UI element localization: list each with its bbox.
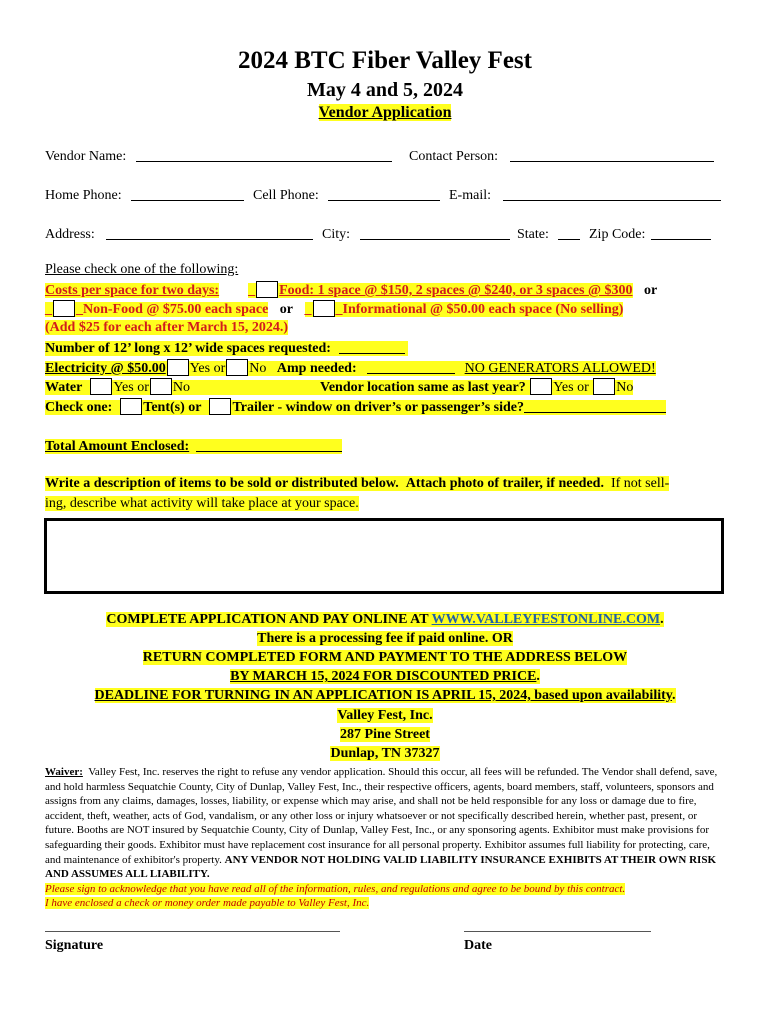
vendor-name-label: Vendor Name:	[45, 149, 127, 164]
instructions-text-1: COMPLETE APPLICATION AND PAY ONLINE AT	[106, 612, 429, 627]
address-label: Address:	[45, 227, 95, 242]
address-field[interactable]	[106, 225, 313, 240]
nonfood-row: _ _Non-Food @ $75.00 each space or _ _Informational @ $50.00 each space (No selling)	[45, 302, 624, 317]
org-line	[0, 708, 770, 724]
electricity-row	[45, 359, 656, 377]
home-phone-field[interactable]	[131, 186, 244, 201]
cell-phone-row	[253, 186, 440, 204]
trailer-option: Trailer - window on driver’s or passenger’s side?	[232, 400, 524, 415]
cell-phone-label: Cell Phone:	[253, 188, 319, 203]
costs-row: Costs per space for two days: _ Food: 1 space @ $150, 2 spaces @ $240, or 3 spaces @ $300 or	[45, 283, 658, 298]
description-line-2	[45, 496, 359, 512]
state-row	[517, 225, 580, 243]
description-line-1	[45, 476, 669, 492]
cell-phone-field[interactable]	[328, 186, 440, 201]
address-row	[45, 225, 313, 243]
costs-label: Costs per space for two days:	[45, 283, 220, 298]
org-city: Dunlap, TN 37327	[330, 746, 440, 761]
options-intro-text: Please check one of the following:	[45, 262, 239, 277]
contact-person-label: Contact Person:	[409, 149, 499, 164]
description-normal-1: If not sell-	[610, 476, 670, 491]
tent-checkbox[interactable]	[120, 398, 142, 415]
water-yes-or: Yes or	[113, 380, 149, 395]
instructions-line-4	[0, 669, 770, 685]
city-line	[0, 746, 770, 762]
subtitle-wrap	[0, 104, 770, 122]
check-one-label: Check one:	[45, 400, 113, 415]
description-bold: Write a description of items to be sold or distributed below.	[45, 476, 399, 491]
vendor-name-row	[45, 147, 392, 165]
description-textarea[interactable]	[44, 518, 724, 594]
acknowledgement-1: Please sign to acknowledge that you have read all of the information, rules, and regulations and agree to be bound by this contract.	[45, 882, 626, 895]
amp-field[interactable]	[367, 359, 455, 374]
description-normal-2: ing, describe what activity will take place at your space.	[45, 496, 359, 511]
location-no: No	[616, 380, 634, 395]
food-checkbox[interactable]	[256, 281, 278, 298]
late-fee-text: (Add $25 for each after March 15, 2024.)	[45, 320, 289, 335]
total-label: Total Amount Enclosed:	[45, 439, 190, 454]
state-label: State:	[517, 227, 549, 242]
email-field[interactable]	[503, 186, 721, 201]
electricity-yes-checkbox[interactable]	[167, 359, 189, 376]
location-same-label: Vendor location same as last year?	[320, 380, 526, 395]
water-label: Water	[45, 380, 83, 395]
informational-option: Informational @ $50.00 each space (No selling)	[342, 302, 624, 317]
page-title: 2024 BTC Fiber Valley Fest	[238, 47, 532, 74]
deadline-dot: .	[672, 688, 676, 703]
total-row	[45, 437, 342, 455]
date-line[interactable]	[464, 931, 651, 932]
instructions-text-1b: .	[660, 612, 664, 627]
instructions-line-3	[0, 650, 770, 666]
nonfood-option: Non-Food @ $75.00 each space	[83, 302, 269, 317]
location-no-checkbox[interactable]	[593, 378, 615, 395]
street-line	[0, 727, 770, 743]
signature-label: Signature	[45, 938, 104, 953]
waiver-text: Valley Fest, Inc. reserves the right to refuse any vendor application. Should this occur, all fees will be refunded. The Vendor shall defend, save, and hold harmless Sequatchie County, City of Dunlap, Valley Fest, Inc., their respective officers, agents, board members, staff, volunteers, sponsors and assigns from any claims, damages, losses, liability, or expense which may arise, and shall not be held responsible for any loss or damage due to fire, accident, theft, weather, acts of God, vandalism, or any other loss or injury whatsoever or not specifically described herein, whether past, present, or future. Booths are NOT insured by Sequatchie County, City of Dunlap, Valley Fest, Inc., or any sponsoring agents. Exhibitor must make provisions for safeguarding their goods. Exhibitor must have replacement cost insurance for all personal property. Exhibitor assumes full liability for protecting, care, and maintenance of exhibitor's property.	[45, 766, 718, 866]
trailer-side-field[interactable]	[524, 398, 666, 413]
city-row	[322, 225, 510, 243]
state-field[interactable]	[558, 225, 580, 240]
org-name: Valley Fest, Inc.	[337, 708, 433, 723]
home-phone-row	[45, 186, 244, 204]
signature-line[interactable]	[45, 931, 340, 932]
trailer-checkbox[interactable]	[209, 398, 231, 415]
deadline-text: DEADLINE FOR TURNING IN AN APPLICATION IS APRIL 15, 2024, based upon availability	[94, 688, 672, 703]
water-yes-checkbox[interactable]	[90, 378, 112, 395]
check-one-row	[45, 398, 666, 416]
spaces-row	[45, 339, 408, 357]
late-fee-row	[45, 320, 288, 336]
total-field[interactable]	[196, 437, 342, 452]
electricity-yes-or: Yes or	[189, 361, 226, 376]
form-subtitle: Vendor Application	[318, 104, 452, 121]
org-street: 287 Pine Street	[340, 727, 430, 742]
location-yes-or: Yes or	[553, 380, 589, 395]
acknowledgement-2: I have enclosed a check or money order made payable to Valley Fest, Inc.	[45, 897, 370, 910]
tent-option: Tent(s) or	[143, 400, 202, 415]
spaces-label: Number of 12’ long x 12’ wide spaces requested:	[45, 341, 331, 356]
contact-person-field[interactable]	[510, 147, 714, 162]
instructions-text-3: RETURN COMPLETED FORM AND PAYMENT TO THE ADDRESS BELOW	[142, 650, 628, 665]
or-1: or	[644, 283, 658, 298]
waiver-block	[45, 765, 723, 911]
options-intro	[45, 262, 238, 278]
email-label: E-mail:	[449, 188, 491, 203]
instructions-text-2: There is a processing fee if paid online. OR	[257, 631, 513, 646]
no-generators: NO GENERATORS ALLOWED!	[464, 361, 656, 376]
instructions-text-4-dot: .	[536, 669, 540, 684]
contact-person-row	[409, 147, 714, 165]
spaces-field[interactable]	[339, 339, 405, 354]
instructions-line-2	[0, 631, 770, 647]
water-no: No	[172, 380, 190, 395]
city-field[interactable]	[360, 225, 510, 240]
date-label: Date	[464, 938, 492, 953]
electricity-no: No	[249, 361, 267, 376]
home-phone-label: Home Phone:	[45, 188, 122, 203]
waiver-bold-text: ANY VENDOR NOT HOLDING VALID LIABILITY INSURANCE EXHIBITS AT THEIR OWN RISK AND ASSUMES ALL LIABILITY.	[45, 853, 717, 881]
food-option: Food: 1 space @ $150, 2 spaces @ $240, or 3 spaces @ $300	[279, 283, 633, 298]
nonfood-checkbox[interactable]	[53, 300, 75, 317]
website-link[interactable]: WWW.VALLEYFESTONLINE.COM	[431, 612, 661, 627]
email-row	[449, 186, 721, 204]
water-no-checkbox[interactable]	[150, 378, 172, 395]
vendor-name-field[interactable]	[136, 147, 392, 162]
event-dates: May 4 and 5, 2024	[306, 79, 464, 101]
description-bold-2: Attach photo of trailer, if needed.	[405, 476, 604, 491]
or-2: or	[279, 302, 294, 317]
location-yes-checkbox[interactable]	[530, 378, 552, 395]
city-label: City:	[322, 227, 351, 242]
amp-label: Amp needed:	[276, 361, 357, 376]
zip-label: Zip Code:	[589, 227, 646, 242]
instructions-line-1	[0, 612, 770, 628]
zip-field[interactable]	[651, 225, 711, 240]
waiver-label: Waiver:	[45, 766, 83, 778]
instructions-line-5	[0, 688, 770, 704]
instructions-text-4: BY MARCH 15, 2024 FOR DISCOUNTED PRICE	[230, 669, 537, 684]
zip-row	[589, 225, 711, 243]
water-row	[45, 378, 633, 396]
electricity-label: Electricity @ $50.00	[45, 361, 166, 376]
electricity-no-checkbox[interactable]	[226, 359, 248, 376]
informational-checkbox[interactable]	[313, 300, 335, 317]
